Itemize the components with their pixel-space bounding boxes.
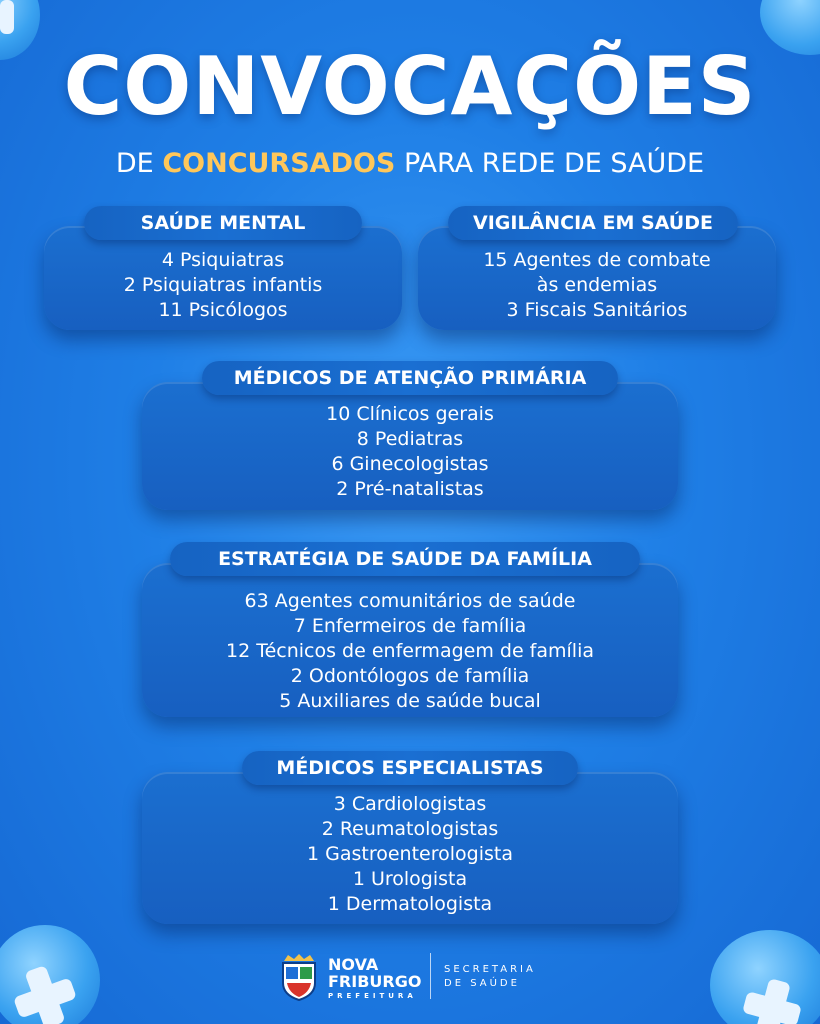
- list-item: 8 Pediatras: [356, 428, 464, 450]
- list-item: 1 Dermatologista: [327, 893, 493, 915]
- list-item: 5 Auxiliares de saúde bucal: [279, 690, 541, 712]
- card-vigilancia: [418, 226, 776, 330]
- list-item: 6 Ginecologistas: [331, 453, 489, 475]
- subtitle-prefix: DE: [115, 148, 154, 179]
- subtitle-suffix: PARA REDE DE SAÚDE: [403, 148, 705, 179]
- page-title: CONVOCAÇÕES: [63, 40, 757, 133]
- page-subtitle: [0, 148, 820, 179]
- list-item: às endemias: [536, 274, 658, 296]
- city-brand: [328, 957, 421, 1001]
- list-item: 4 Psiquiatras: [161, 249, 285, 271]
- list-item: 2 Odontólogos de família: [290, 665, 530, 687]
- card-saude-familia: [142, 563, 678, 717]
- list-item: 10 Clínicos gerais: [326, 403, 494, 425]
- list-item: 63 Agentes comunitários de saúde: [244, 590, 576, 612]
- brand-line-2: FRIBURGO: [328, 972, 422, 991]
- card-especialistas: [142, 772, 678, 924]
- list-item: 2 Pré-natalistas: [336, 478, 484, 500]
- secretaria-line-1: SECRETARIA: [444, 964, 536, 975]
- city-crest-icon: [278, 953, 320, 1001]
- list-item: 15 Agentes de combate: [483, 249, 711, 271]
- brand-line-1: NOVA: [328, 955, 379, 974]
- list-item: 1 Urologista: [352, 868, 468, 890]
- section-title-atencao-primaria: MÉDICOS DE ATENÇÃO PRIMÁRIA: [202, 361, 618, 395]
- secretaria-line-2: DE SAÚDE: [444, 978, 520, 989]
- brand-line-3: PREFEITURA: [328, 992, 417, 1000]
- card-atencao-primaria: [142, 382, 678, 510]
- footer-divider: [430, 953, 431, 999]
- list-item: 12 Técnicos de enfermagem de família: [226, 640, 594, 662]
- subtitle-accent: CONCURSADOS: [162, 148, 396, 179]
- list-item: 3 Cardiologistas: [333, 793, 487, 815]
- section-title-saude-familia: ESTRATÉGIA DE SAÚDE DA FAMÍLIA: [170, 542, 640, 576]
- section-title-saude-mental: SAÚDE MENTAL: [84, 206, 362, 240]
- section-title-vigilancia: VIGILÂNCIA EM SAÚDE: [448, 206, 738, 240]
- list-item: 2 Reumatologistas: [321, 818, 499, 840]
- list-item: 7 Enfermeiros de família: [293, 615, 527, 637]
- section-title-especialistas: MÉDICOS ESPECIALISTAS: [242, 751, 578, 785]
- secretaria-label: [444, 963, 536, 991]
- list-item: 2 Psiquiatras infantis: [123, 274, 323, 296]
- card-saude-mental: [44, 226, 402, 330]
- list-item: 1 Gastroenterologista: [307, 843, 513, 865]
- list-item: 11 Psicólogos: [158, 299, 288, 321]
- footer: [0, 945, 820, 1005]
- list-item: 3 Fiscais Sanitários: [506, 299, 688, 321]
